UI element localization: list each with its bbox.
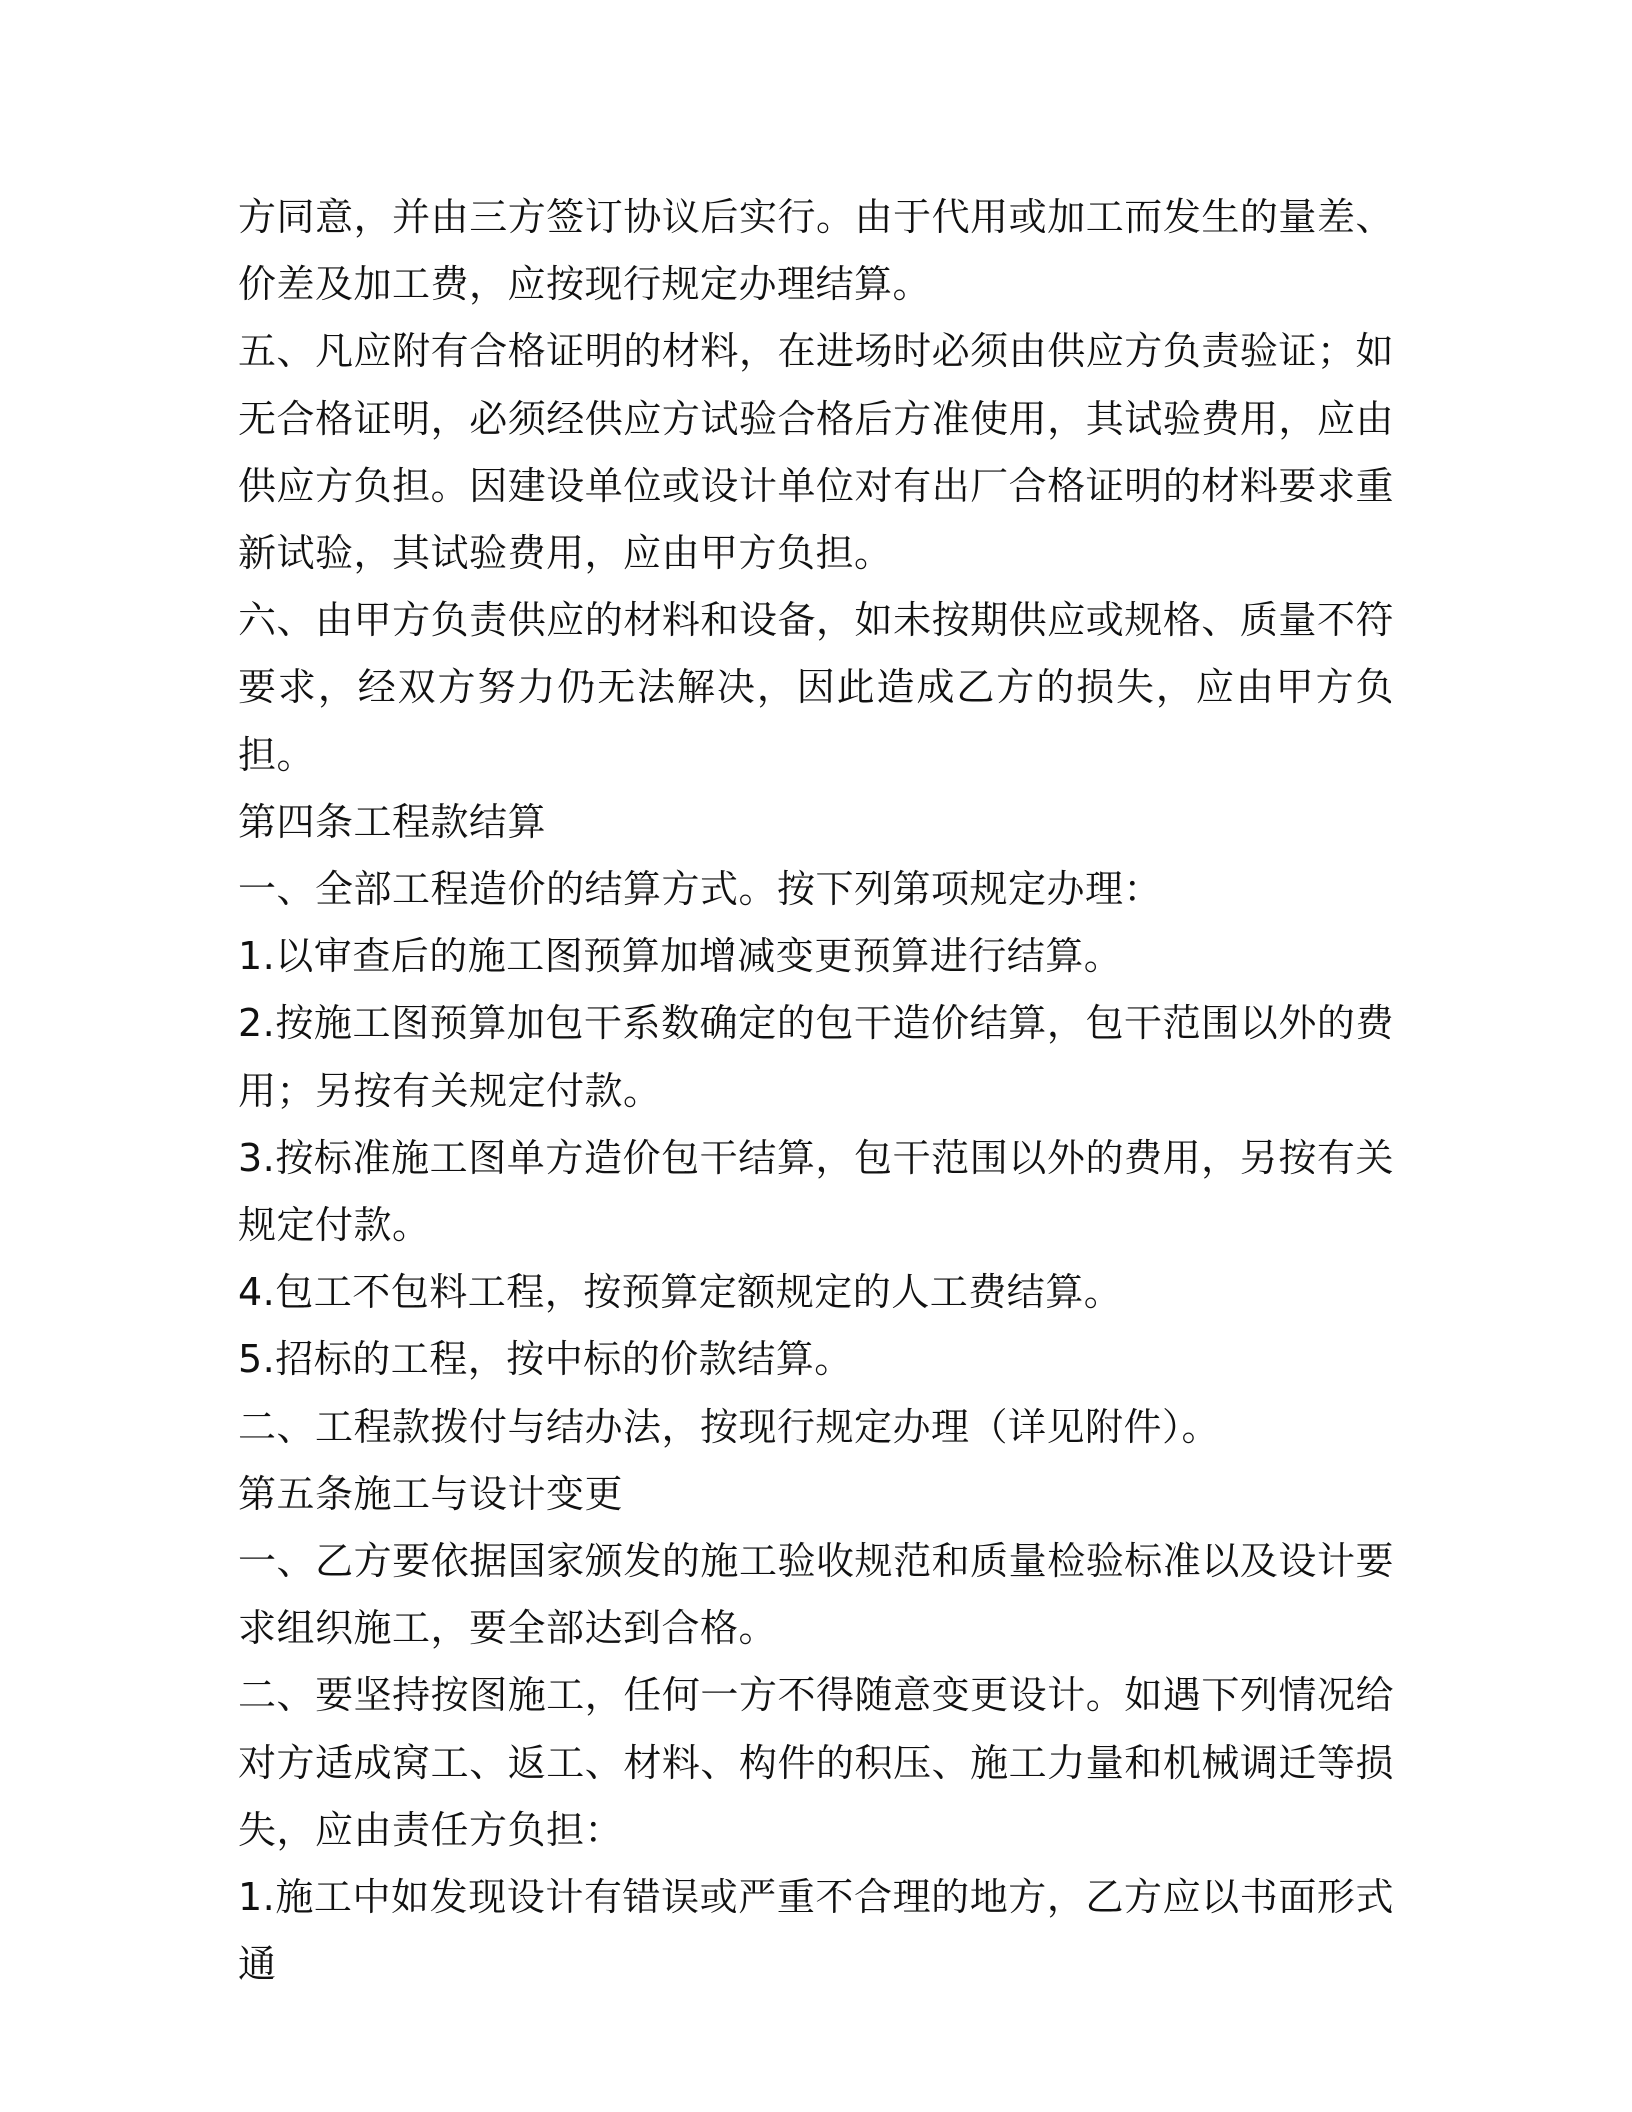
paragraph: 一、全部工程造价的结算方式。按下列第项规定办理：: [238, 867, 1163, 912]
list-item: 2.按施工图预算加包干系数确定的包干造价结算，包干范围以外的费用；另按有关规定付款。: [238, 1001, 1394, 1113]
paragraph: 六、由甲方负责供应的材料和设备，如未按期供应或规格、质量不符要求，经双方努力仍无法解决，因此造成乙方的损失，应由甲方负担。: [238, 598, 1394, 777]
paragraph: 二、工程款拨付与结办法，按现行规定办理（详见附件）。: [238, 1404, 1221, 1449]
list-item: 3.按标准施工图单方造价包干结算，包干范围以外的费用，另按有关规定付款。: [238, 1135, 1394, 1248]
paragraph: 二、要坚持按图施工，任何一方不得随意变更设计。如遇下列情况给对方适成窝工、返工、材料、构件的积压、施工力量和机械调迁等损失，应由责任方负担：: [238, 1673, 1394, 1852]
list-item: 1.施工中如发现设计有错误或严重不合理的地方，乙方应以书面形式通: [238, 1875, 1394, 1987]
section-heading: 第四条工程款结算: [238, 799, 547, 844]
paragraph: 方同意，并由三方签订协议后实行。由于代用或加工而发生的量差、价差及加工费，应按现行规定办理结算。: [238, 195, 1394, 307]
list-item: 1.以审查后的施工图预算加增减变更预算进行结算。: [238, 934, 1123, 979]
paragraph: 一、乙方要依据国家颁发的施工验收规范和质量检验标准以及设计要求组织施工，要全部达到合格。: [238, 1539, 1394, 1651]
document-body: [238, 184, 1394, 1998]
section-heading: 第五条施工与设计变更: [238, 1471, 624, 1516]
list-item: 4.包工不包料工程，按预算定额规定的人工费结算。: [238, 1270, 1123, 1315]
list-item: 5.招标的工程，按中标的价款结算。: [238, 1337, 853, 1382]
paragraph: 五、凡应附有合格证明的材料，在进场时必须由供应方负责验证；如无合格证明，必须经供应方试验合格后方准使用，其试验费用，应由供应方负担。因建设单位或设计单位对有出厂合格证明的材料要求重新试验，其试验费用，应由甲方负担。: [238, 329, 1394, 576]
